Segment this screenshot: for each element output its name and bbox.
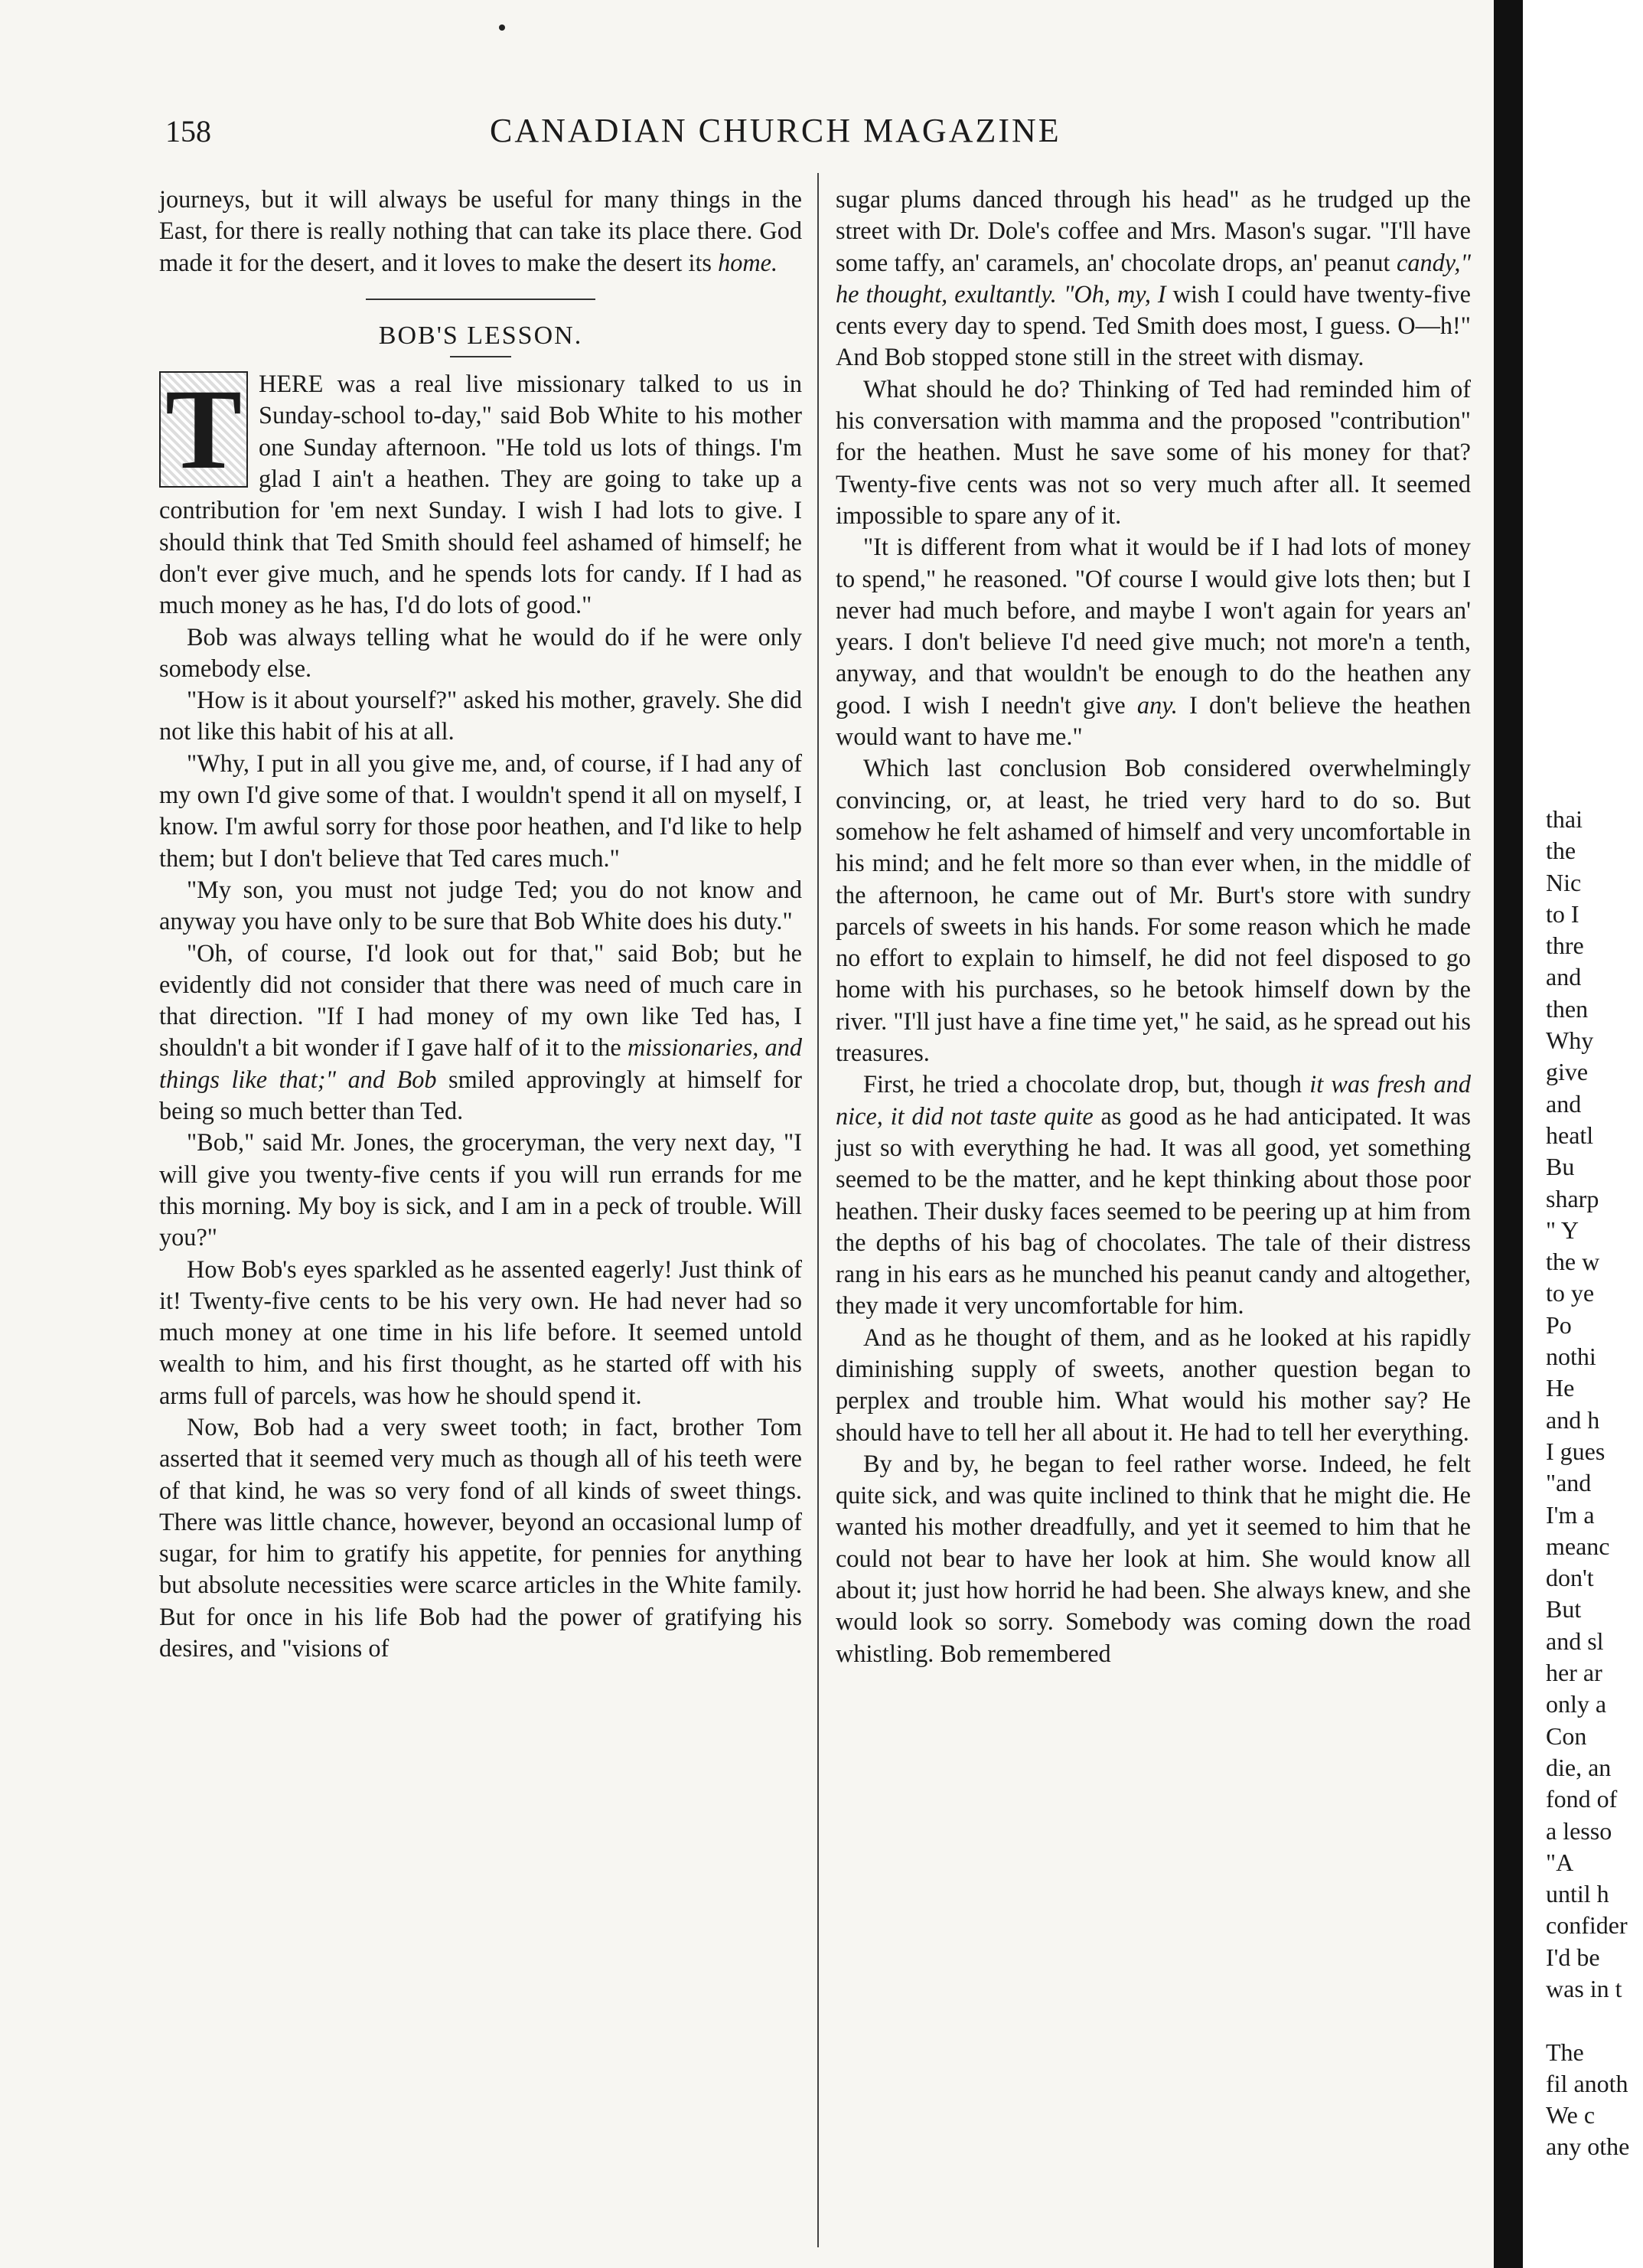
column-rule: [817, 173, 819, 2247]
adjacent-text-fragment: fond of: [1546, 1785, 1618, 1813]
story-paragraph-6: "Oh, of course, I'd look out for that," said Bob; but he evidently did not consider that there was need of much care in that direction. "If I had money of my own like Ted has, I shouldn't a bit wonder if I gave half of it to the missionaries, and things like that;" and Bob smiled approvingly at himself for being so much better than Ted.: [159, 938, 802, 1125]
adjacent-text-fragment: [1546, 2005, 1629, 2036]
story-paragraph-14: First, he tried a chocolate drop, but, though it was fresh and nice, it did not taste quite as good as he had anticipated. It was just so with everything he had. It was all good, yet something seemed to be the matter, and he kept thinking about those poor heathen. Their dusky faces seemed to be peering up at him from the depths of his bag of chocolates. The tale of their distress rang in his ears as he munched his peanut candy and altogether, they made it very uncomfortable for him.: [836, 1070, 1471, 1320]
section-divider: [366, 299, 595, 300]
adjacent-text-fragment: meanc: [1546, 1532, 1610, 1560]
story-paragraph-9: Now, Bob had a very sweet tooth; in fact, brother Tom asserted that it seemed very much as though all of his teeth were of that kind, he was so very fond of all kinds of sweet things. There was little chance, however, beyond an occasional lump of sugar, for him to gratify his appetite, for pennies for anything but absolute necessities were scarce articles in the White family. But for once in his life Bob had the power of gratifying his desires, and "visions of: [159, 1412, 802, 1663]
adjacent-text-fragment: then: [1546, 994, 1589, 1023]
adjacent-page-text: [1546, 804, 1629, 2163]
adjacent-text-fragment: Bu: [1546, 1153, 1575, 1181]
adjacent-text-fragment: Nic: [1546, 868, 1582, 896]
binding-shadow: [1494, 0, 1524, 2268]
story-paragraph-15: And as he thought of them, and as he looked at his rapidly diminishing supply of sweets, another question began to perplex and trouble him. What would his mother say? He should have to tell her all about it. He had to tell her everything.: [836, 1323, 1471, 1446]
adjacent-text-fragment: the w: [1546, 1248, 1600, 1276]
adjacent-text-fragment: only a: [1546, 1690, 1607, 1718]
adjacent-text-fragment: thre: [1546, 932, 1584, 960]
story-title: BOB'S LESSON.: [378, 321, 583, 350]
adjacent-text-fragment: nothi: [1546, 1343, 1596, 1371]
adjacent-text-fragment: sharp: [1546, 1184, 1599, 1212]
story-paragraph-8: How Bob's eyes sparkled as he assented eagerly! Just think of it! Twenty-five cents to be his very own. He had never had so much money at one time in his life before. It seemed untold wealth to him, and his first thought, as he started off with his arms full of parcels, was how he should spend it.: [159, 1255, 802, 1409]
adjacent-text-fragment: Why: [1546, 1026, 1594, 1055]
title-rule: [450, 356, 511, 357]
adjacent-text-fragment: the: [1546, 837, 1576, 865]
adjacent-text-fragment: and sl: [1546, 1627, 1604, 1655]
right-column: [836, 184, 1471, 1669]
story-paragraph-4: "Why, I put in all you give me, and, of course, if I had any of my own I'd give some of that. I wouldn't spend it all on myself, I know. I'm awful sorry for those poor heathen, and I'd like to help them; but I don't believe that Ted cares much.": [159, 749, 802, 872]
adjacent-text-fragment: give: [1546, 1058, 1589, 1086]
story-paragraph-7: "Bob," said Mr. Jones, the groceryman, the very next day, "I will give you twenty-five cents if you will run errands for me this morning. My boy is sick, and I am in a peck of trouble. Will you?": [159, 1128, 802, 1251]
story-paragraph-13: Which last conclusion Bob considered overwhelmingly convincing, or, at least, he tried very hard to do so. But somehow he felt ashamed of himself and very uncomfortable in his mind; and he felt more so than ever when, in the middle of the afternoon, he came out of Mr. Burt's store with sundry parcels of sweets in his hands. For some reason which he made no effort to explain to himself, he did not feel disposed to go home with his purchases, so he betook himself down by the river. "I'll just have a fine time yet," he said, as he spread out his treasures.: [836, 754, 1471, 1067]
adjacent-text-fragment: "and: [1546, 1469, 1592, 1497]
adjacent-text-fragment: Po: [1546, 1310, 1572, 1339]
story-paragraph-1: T HERE was a real live missionary talked to us in Sunday-school to-day," said Bob White to his mother one Sunday afternoon. "He told us lots of things. I'm glad I ain't a heathen. They are going to take up a contribution for 'em next Sunday. I wish I had lots to give. I should think that Ted Smith should feel ashamed of himself; he don't ever give much, and he spends lots for candy. If I had as much money as he has, I'd do lots of good.": [159, 366, 802, 619]
left-column: [159, 184, 802, 1664]
adjacent-text-fragment: Con: [1546, 1721, 1587, 1750]
story-paragraph-2: Bob was always telling what he would do if he were only somebody else.: [159, 622, 802, 682]
story-paragraph-12: "It is different from what it would be if I had lots of money to spend," he reasoned. "Of course I would give lots then; but I never had much before, and maybe I won't again for years an' years. I don't believe I'd need give much; not more'n a tenth, anyway, and that wouldn't be enough to do the heathen any good. I wish I needn't give any. I don't believe the heathen would want to have me.": [836, 533, 1471, 751]
adjacent-text-fragment: He: [1546, 1374, 1575, 1402]
adjacent-text-fragment: to ye: [1546, 1279, 1595, 1307]
story-paragraph-11: What should he do? Thinking of Ted had reminded him of his conversation with mamma and the proposed "contribution" for the heathen. Must he save some of his money for that? Twenty-five cents was not so very much after all. It seemed impossible to spare any of it.: [836, 374, 1471, 529]
adjacent-text-fragment: confider: [1546, 1911, 1628, 1940]
adjacent-text-fragment: any othe: [1546, 2133, 1630, 2161]
adjacent-text-fragment: her ar: [1546, 1659, 1602, 1687]
adjacent-text-fragment: "A: [1546, 1848, 1574, 1876]
adjacent-text-fragment: I'd be: [1546, 1943, 1600, 1971]
adjacent-text-fragment: was in t: [1546, 1974, 1622, 2002]
adjacent-text-fragment: We c: [1546, 2101, 1596, 2129]
adjacent-text-fragment: a lesso: [1546, 1816, 1612, 1845]
adjacent-text-fragment: But: [1546, 1595, 1582, 1623]
adjacent-text-fragment: The: [1546, 2038, 1584, 2066]
adjacent-text-fragment: to I: [1546, 899, 1579, 928]
adjacent-text-fragment: I'm a: [1546, 1500, 1595, 1529]
adjacent-text-fragment: and: [1546, 1089, 1582, 1118]
story-paragraph-3: "How is it about yourself?" asked his mother, gravely. She did not like this habit of his at all.: [159, 686, 802, 746]
adjacent-text-fragment: die, an: [1546, 1753, 1612, 1781]
adjacent-text-fragment: thai: [1546, 805, 1583, 833]
adjacent-text-fragment: fil anoth: [1546, 2069, 1628, 2097]
adjacent-page: [1523, 0, 1643, 2268]
adjacent-text-fragment: and h: [1546, 1405, 1600, 1434]
story-paragraph-10: sugar plums danced through his head" as he trudged up the street with Dr. Dole's coffee and Mrs. Mason's sugar. "I'll have some taffy, an' caramels, an' chocolate drops, an' peanut candy," he thought, exultantly. "Oh, my, I wish I could have twenty-five cents every day to spend. Ted Smith does most, I guess. O—h!" And Bob stopped stone still in the street with dismay.: [836, 185, 1472, 371]
adjacent-text-fragment: " Y: [1546, 1216, 1579, 1244]
adjacent-text-fragment: don't: [1546, 1564, 1594, 1592]
running-title: CANADIAN CHURCH MAGAZINE: [490, 112, 1061, 149]
story-paragraph-16: By and by, he began to feel rather worse. Indeed, he felt quite sick, and was quite inclined to think that he might die. He wanted his mother dreadfully, and yet it seemed to him that he could not bear to have her look at him. She would know all about it; just how horrid he had been. She always knew, and she would look so sorry. Somebody was coming down the road whistling. Bob remembered: [836, 1449, 1471, 1667]
adjacent-text-fragment: and: [1546, 963, 1582, 991]
ink-speck: [499, 24, 505, 31]
adjacent-text-fragment: I gues: [1546, 1437, 1606, 1465]
story-paragraph-5: "My son, you must not judge Ted; you do not know and anyway you have only to be sure that Bob White does his duty.": [159, 875, 802, 935]
adjacent-text-fragment: until h: [1546, 1880, 1609, 1908]
page-number: 158: [165, 114, 211, 148]
adjacent-text-fragment: heatl: [1546, 1121, 1594, 1149]
drop-cap-letter: T: [159, 371, 248, 488]
continuation-paragraph: journeys, but it will always be useful for many things in the East, for there is really nothing that can take its place there. God made it for the desert, and it loves to make the desert its home.: [159, 185, 802, 276]
